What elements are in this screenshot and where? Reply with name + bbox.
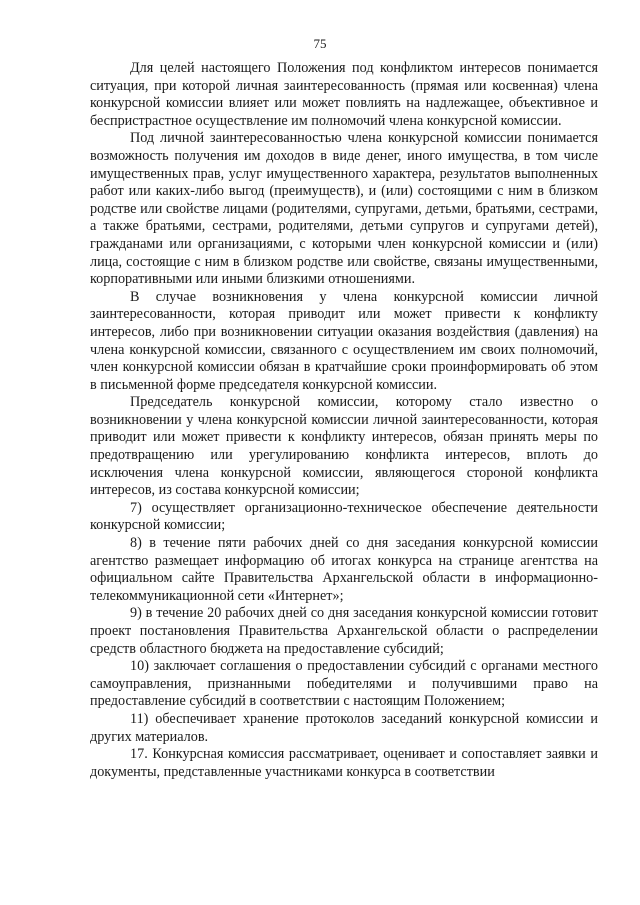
paragraph-notification-duty: В случае возникновения у члена конкурсной комиссии личной заинтересованности, которая приводит или может привести к конфликту интересов, либо при возникновении ситуации оказания воздействия (давления) на члена конкурсной комиссии, связанного с осуществлением им своих полномочий, член конкурсной комиссии обязан в кратчайшие сроки проинформировать об этом в письменной форме председателя конкурсной комиссии. <box>90 288 598 393</box>
list-item-10: 10) заключает соглашения о предоставлении субсидий с органами местного самоуправления, признанными победителями и получившими право на предоставление субсидий в соответствии с настоящим Положением; <box>90 658 598 710</box>
document-body <box>90 60 598 781</box>
list-item-11: 11) обеспечивает хранение протоколов заседаний конкурсной комиссии и других материалов. <box>90 710 598 745</box>
list-item-9: 9) в течение 20 рабочих дней со дня заседания конкурсной комиссии готовит проект постановления Правительства Архангельской области о распределении средств областного бюджета на предоставление субсидий; <box>90 605 598 657</box>
paragraph-conflict-definition: Для целей настоящего Положения под конфликтом интересов понимается ситуация, при которой личная заинтересованность (прямая или косвенная) члена конкурсной комиссии влияет или может повлиять на надлежащее, объективное и беспристрастное осуществление им полномочий члена конкурсной комиссии. <box>90 60 598 129</box>
list-item-8: 8) в течение пяти рабочих дней со дня заседания конкурсной комиссии агентство размещает информацию об итогах конкурса на странице агентства на официальном сайте Правительства Архангельской области в информационно-телекоммуникационной сети «Интернет»; <box>90 535 598 604</box>
paragraph-chairman-measures: Председатель конкурсной комиссии, которому стало известно о возникновении у члена конкурсной комиссии личной заинтересованности, которая приводит или может привести к конфликту интересов, обязан принять меры по предотвращению или урегулированию конфликта интересов, вплоть до исключения члена конкурсной комиссии, являющегося стороной конфликта интересов, из состава конкурсной комиссии; <box>90 394 598 499</box>
page-number: 75 <box>313 36 327 51</box>
paragraph-personal-interest: Под личной заинтересованностью члена конкурсной комиссии понимается возможность получения им доходов в виде денег, иного имущества, в том числе имущественных прав, услуг имущественного характера, результатов выполненных работ или каких-либо выгод (преимуществ), и (или) состоящими с ним в близком родстве или свойстве лицами (родителями, супругами, детьми, братьями, сестрами, а также братьями, сестрами, родителями, детьми супругов и супругами детей), гражданами или организациями, с которыми член конкурсной комиссии и (или) лица, состоящие с ним в близком родстве или свойстве, связаны имущественными, корпоративными или иными близкими отношениями. <box>90 130 598 288</box>
list-item-7: 7) осуществляет организационно-техническое обеспечение деятельности конкурсной комиссии; <box>90 499 598 534</box>
clause-17: 17. Конкурсная комиссия рассматривает, оценивает и сопоставляет заявки и документы, представленные участниками конкурса в соответствии <box>90 746 598 780</box>
